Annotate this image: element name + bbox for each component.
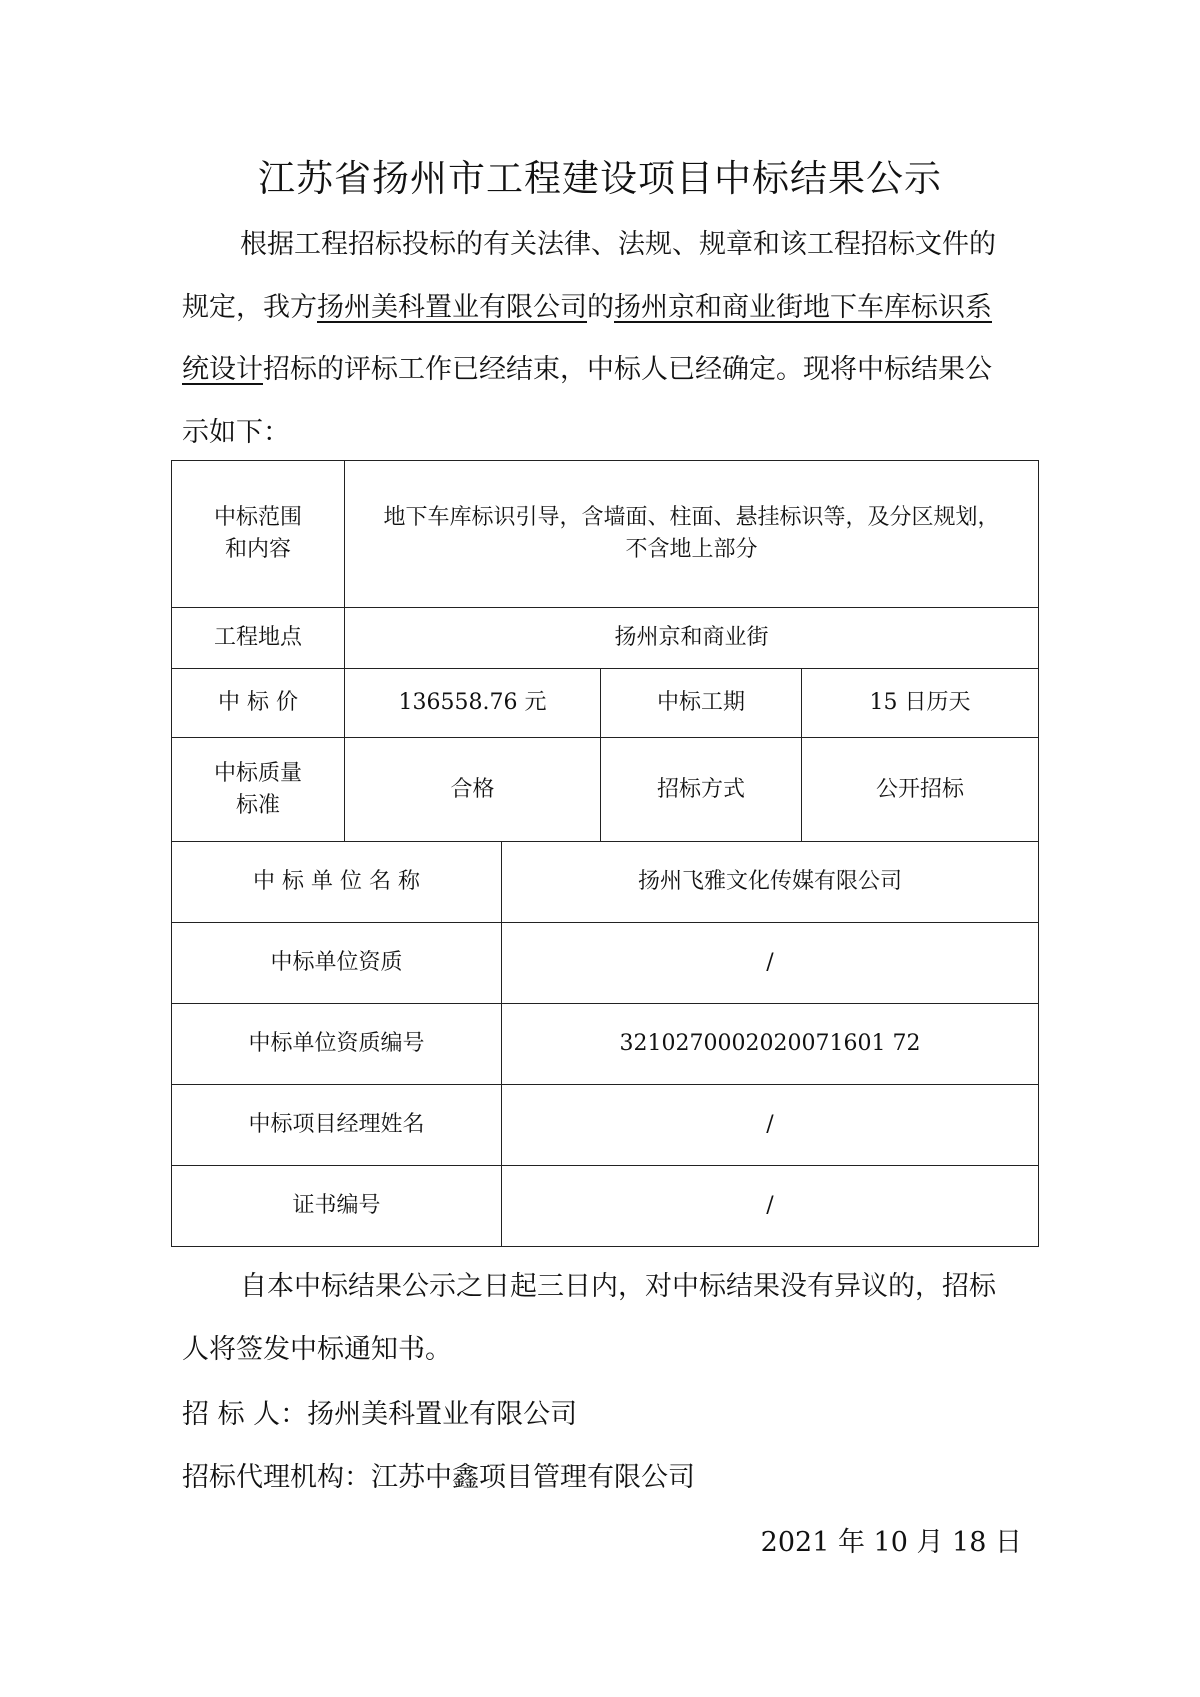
scope-label: 中标范围 和内容 <box>172 461 345 608</box>
intro-line3-rest: 招标的评标工作已经结束，中标人已经确定。现将中标结果公 <box>263 354 992 385</box>
document-date: 2021 年 10 月 18 日 <box>760 1527 1022 1558</box>
qualification-label: 中标单位资质 <box>172 923 502 1004</box>
table-row <box>172 608 1039 669</box>
duration-label: 中标工期 <box>601 669 802 738</box>
intro-line-2 <box>182 285 992 324</box>
method-value: 公开招标 <box>802 738 1039 842</box>
table-row <box>172 1004 1039 1085</box>
intro-prefix: 规定，我方 <box>182 292 317 323</box>
table-row <box>172 842 1039 923</box>
notice-line-2: 人将签发中标通知书。 <box>182 1334 452 1365</box>
tenderer-name-underlined: 扬州美科置业有限公司 <box>317 292 587 323</box>
intro-mid: 的 <box>587 292 614 323</box>
tenderer-signature <box>182 1392 577 1431</box>
manager-label: 中标项目经理姓名 <box>172 1085 502 1166</box>
winner-info-table <box>171 841 1039 1247</box>
cert-value: / <box>502 1166 1039 1247</box>
qualification-no-label: 中标单位资质编号 <box>172 1004 502 1085</box>
qualification-value: / <box>502 923 1039 1004</box>
manager-value: / <box>502 1085 1039 1166</box>
agency-label: 招标代理机构： <box>182 1462 371 1493</box>
page-title: 江苏省扬州市工程建设项目中标结果公示 <box>258 157 942 200</box>
duration-value: 15 日历天 <box>802 669 1039 738</box>
method-label: 招标方式 <box>601 738 802 842</box>
intro-line-1: 根据工程招标投标的有关法律、法规、规章和该工程招标文件的 <box>240 229 996 260</box>
winner-value: 扬州飞雅文化传媒有限公司 <box>502 842 1039 923</box>
tenderer-label: 招 标 人： <box>182 1399 308 1430</box>
agency-signature <box>182 1455 695 1494</box>
tenderer-value: 扬州美科置业有限公司 <box>307 1399 578 1430</box>
notice-line-1: 自本中标结果公示之日起三日内，对中标结果没有异议的，招标 <box>240 1271 996 1302</box>
table-row <box>172 1085 1039 1166</box>
table-row <box>172 461 1039 608</box>
scope-value: 地下车库标识引导，含墙面、柱面、悬挂标识等，及分区规划， 不含地上部分 <box>345 461 1039 608</box>
location-label: 工程地点 <box>172 608 345 669</box>
intro-line-4: 示如下： <box>182 417 290 448</box>
project-name-part2: 统设计 <box>182 354 263 385</box>
award-info-table <box>171 460 1039 842</box>
quality-value: 合格 <box>345 738 601 842</box>
table-row <box>172 923 1039 1004</box>
table-row <box>172 1166 1039 1247</box>
price-value: 136558.76 元 <box>345 669 601 738</box>
price-label: 中 标 价 <box>172 669 345 738</box>
intro-line-3 <box>182 347 992 386</box>
cert-label: 证书编号 <box>172 1166 502 1247</box>
table-row <box>172 738 1039 842</box>
quality-label: 中标质量 标准 <box>172 738 345 842</box>
project-name-part1: 扬州京和商业街地下车库标识系 <box>614 292 992 323</box>
table-row <box>172 669 1039 738</box>
winner-label: 中 标 单 位 名 称 <box>172 842 502 923</box>
location-value: 扬州京和商业街 <box>345 608 1039 669</box>
qualification-no-value: 3210270002020071601 72 <box>502 1004 1039 1085</box>
agency-value: 江苏中鑫项目管理有限公司 <box>371 1462 695 1493</box>
